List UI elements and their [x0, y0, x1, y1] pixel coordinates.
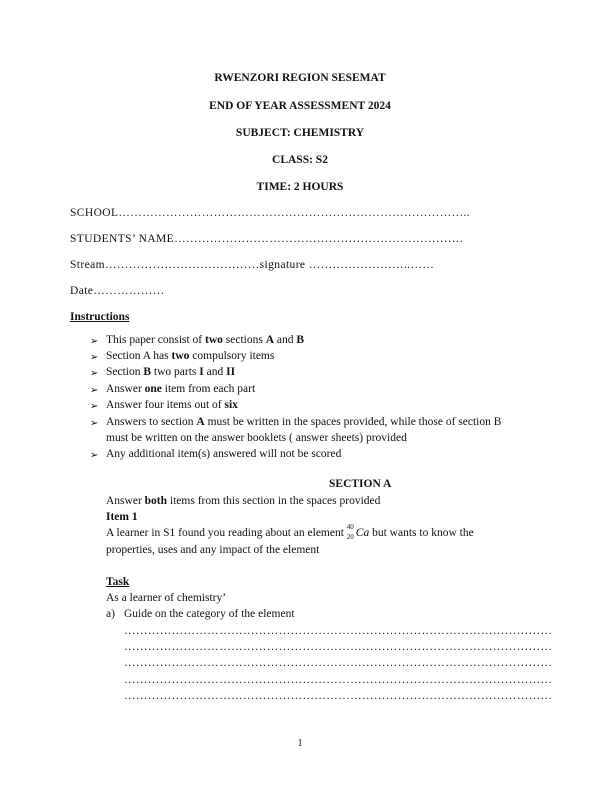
header-assessment: END OF YEAR ASSESSMENT 2024: [209, 100, 391, 112]
instruction-item-continuation: must be written on the answer booklets ( answer sheets) provided: [106, 432, 407, 444]
arrowhead-bullet-icon: ➢: [90, 401, 99, 412]
arrowhead-bullet-icon: ➢: [90, 368, 99, 379]
item-heading: Item 1: [106, 511, 138, 523]
instruction-item: Section A has two compulsory items: [106, 350, 275, 362]
answer-line: ………………………………………………………………………………………………: [124, 625, 553, 637]
item-text: A learner in S1 found you reading about an element 40 20 Ca but wants to know the: [106, 523, 474, 541]
arrowhead-bullet-icon: ➢: [90, 336, 99, 347]
students-name-field: STUDENTS’ NAME……………………………………………………………….: [70, 233, 463, 245]
arrowhead-bullet-icon: ➢: [90, 418, 99, 429]
instruction-item: Answer four items out of six: [106, 399, 238, 411]
header-region: RWENZORI REGION SESEMAT: [214, 72, 386, 84]
question-text: Guide on the category of the element: [124, 608, 295, 620]
header-time: TIME: 2 HOURS: [256, 181, 344, 193]
page-number: 1: [297, 738, 303, 749]
school-field: SCHOOL……………………………………………………………………………..: [70, 207, 471, 219]
date-field: Date………………: [70, 285, 165, 297]
isotope-notation: 40 20 Ca: [346, 523, 370, 541]
arrowhead-bullet-icon: ➢: [90, 385, 99, 396]
answer-line: ………………………………………………………………………………………………: [124, 657, 553, 669]
instruction-item: Any additional item(s) answered will not be scored: [106, 448, 342, 460]
answer-line: ………………………………………………………………………………………………: [124, 641, 553, 653]
instruction-item: Answers to section A must be written in the spaces provided, while those of section B: [106, 416, 502, 428]
task-heading: Task: [106, 576, 130, 588]
answer-line: ………………………………………………………………………………………………: [124, 674, 553, 686]
stream-signature-field: Stream…………………………………signature ……………………..……: [70, 259, 435, 271]
section-a-heading: SECTION A: [329, 478, 392, 490]
item-text-continuation: properties, uses and any impact of the element: [106, 544, 320, 556]
section-a-instruction: Answer both items from this section in the spaces provided: [106, 495, 381, 507]
instruction-item: Section B two parts I and II: [106, 366, 236, 378]
arrowhead-bullet-icon: ➢: [90, 450, 99, 461]
arrowhead-bullet-icon: ➢: [90, 352, 99, 363]
task-intro: As a learner of chemistry’: [106, 592, 227, 604]
instruction-item: Answer one item from each part: [106, 383, 256, 395]
instructions-heading: Instructions: [70, 311, 130, 323]
instruction-item: This paper consist of two sections A and B: [106, 334, 305, 346]
question-label: a): [106, 608, 115, 620]
answer-line: ………………………………………………………………………………………………: [124, 690, 553, 702]
header-class: CLASS: S2: [272, 154, 328, 166]
header-subject: SUBJECT: CHEMISTRY: [235, 127, 365, 139]
